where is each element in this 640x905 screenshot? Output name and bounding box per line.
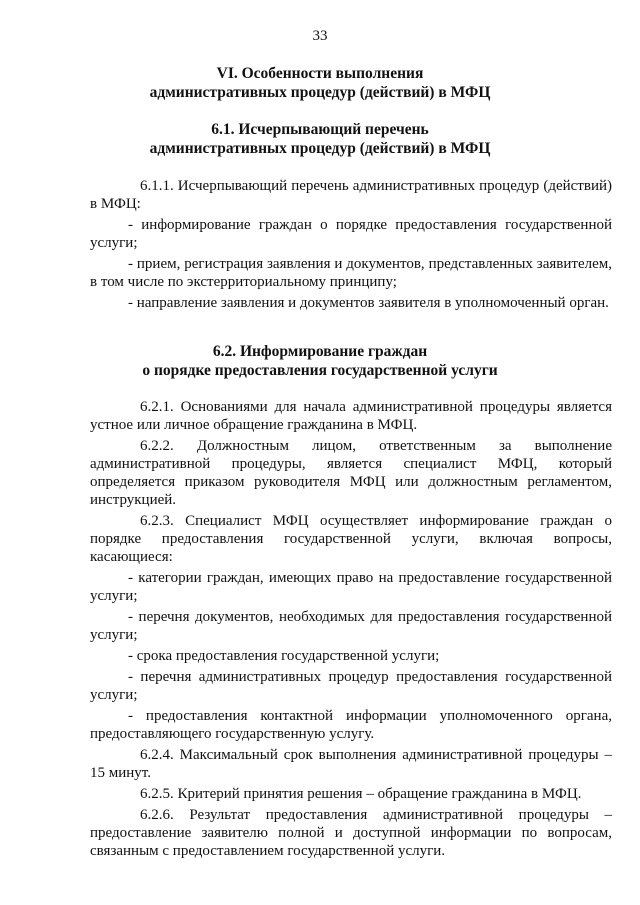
subsection-6-1-body xyxy=(90,177,612,315)
subsection-6-2-title-line2: о порядке предоставления государственной услуги xyxy=(142,362,498,379)
paragraph-6-2-5: 6.2.5. Критерий принятия решения – обращение гражданина в МФЦ. xyxy=(140,786,582,802)
subsection-6-2-heading xyxy=(60,342,580,380)
subsection-6-1-title-line1: 6.1. Исчерпывающий перечень xyxy=(211,121,429,138)
paragraph-6-2-4: 6.2.4. Максимальный срок выполнения административной процедуры – 15 минут. xyxy=(90,747,612,781)
list-item: - информирование граждан о порядке предоставления государственной услуги; xyxy=(90,217,612,251)
section-title-line1: VI. Особенности выполнения xyxy=(216,65,424,82)
paragraph-6-2-1: 6.2.1. Основаниями для начала административной процедуры является устное или личное обращение гражданина в МФЦ. xyxy=(90,399,612,433)
list-item: - перечня административных процедур предоставления государственной услуги; xyxy=(90,669,612,703)
list-item: - направление заявления и документов заявителя в уполномоченный орган. xyxy=(128,295,609,311)
subsection-6-1-title-line2: административных процедур (действий) в МФЦ xyxy=(149,140,491,157)
list-item: - срока предоставления государственной услуги; xyxy=(128,648,440,664)
paragraph-6-2-6: 6.2.6. Результат предоставления административной процедуры – предоставление заявителю полной и доступной информации по вопросам, связанным с предоставлением государственной услуги. xyxy=(90,807,612,859)
section-title-line2: административных процедур (действий) в МФЦ xyxy=(149,84,491,101)
page-number: 33 xyxy=(312,28,328,44)
subsection-6-1-heading xyxy=(60,120,580,158)
paragraph-6-2-3: 6.2.3. Специалист МФЦ осуществляет информирование граждан о порядке предоставления государственной услуги, включая вопросы, касающиеся: xyxy=(90,513,612,565)
list-item: - предоставления контактной информации уполномоченного органа, предоставляющего государственную услугу. xyxy=(90,708,612,742)
list-item: - прием, регистрация заявления и документов, представленных заявителем, в том числе по экстерриториальному принципу; xyxy=(90,256,612,290)
list-item: - категории граждан, имеющих право на предоставление государственной услуги; xyxy=(90,570,612,604)
list-item: - перечня документов, необходимых для предоставления государственной услуги; xyxy=(90,609,612,643)
paragraph-6-2-2: 6.2.2. Должностным лицом, ответственным за выполнение административной процедуры, является специалист МФЦ, который определяется приказом руководителя МФЦ или должностным регламентом, инструкцией. xyxy=(90,438,612,508)
section-heading xyxy=(60,64,580,102)
subsection-6-2-body xyxy=(90,398,612,863)
subsection-6-2-title-line1: 6.2. Информирование граждан xyxy=(212,343,428,360)
paragraph-6-1-1: 6.1.1. Исчерпывающий перечень административных процедур (действий) в МФЦ: xyxy=(90,178,612,212)
